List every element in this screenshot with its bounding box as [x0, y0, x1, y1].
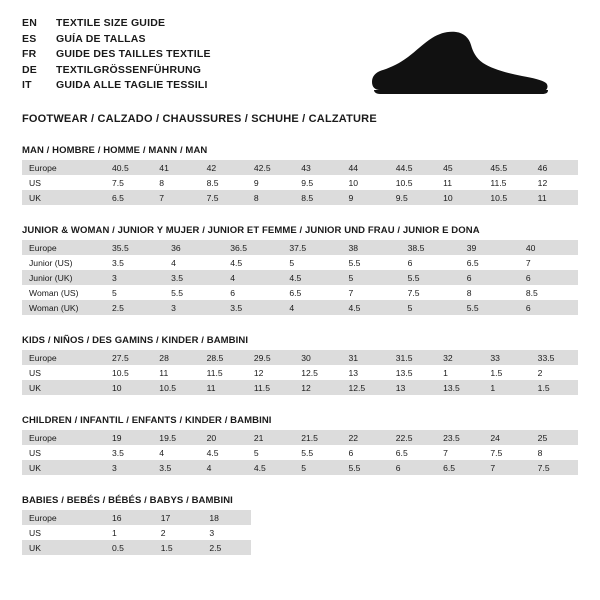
cell: 1.5: [154, 540, 203, 555]
section-title: BABIES / BEBÉS / BÉBÉS / BABYS / BAMBINI: [22, 495, 233, 506]
cell: 7.5: [483, 445, 530, 460]
table-row: [22, 380, 578, 395]
cell: 6.5: [105, 190, 152, 205]
cell: 4: [200, 460, 247, 475]
language-title: GUIDA ALLE TAGLIE TESSILI: [56, 79, 208, 91]
cell: 10: [341, 175, 388, 190]
table-row: [22, 255, 578, 270]
cell: 13: [389, 380, 436, 395]
cell: 8: [152, 175, 199, 190]
section-children: [22, 415, 578, 475]
cell: 12: [247, 365, 294, 380]
section-babies: [22, 495, 578, 555]
cell: 18: [202, 510, 251, 525]
cell: 5: [247, 445, 294, 460]
language-title: GUIDE DES TAILLES TEXTILE: [56, 48, 211, 60]
language-code: DE: [22, 63, 37, 76]
table-row: [22, 350, 578, 365]
cell: 45.5: [483, 160, 530, 175]
cell: 2.5: [202, 540, 251, 555]
cell: 21.5: [294, 430, 341, 445]
cell: 8: [531, 445, 578, 460]
size-table-kids: [22, 350, 578, 395]
cell: 10.5: [483, 190, 530, 205]
section-kids: [22, 335, 578, 395]
table-row: [22, 160, 578, 175]
size-table-man: [22, 160, 578, 205]
cell: 29.5: [247, 350, 294, 365]
row-label: US: [22, 175, 105, 190]
language-row: [22, 47, 211, 63]
cell: 3.5: [164, 270, 223, 285]
language-title: TEXTILE SIZE GUIDE: [56, 17, 166, 29]
cell: 9: [341, 190, 388, 205]
cell: 28: [152, 350, 199, 365]
cell: 4.5: [223, 255, 282, 270]
cell: 42: [200, 160, 247, 175]
cell: 27.5: [105, 350, 152, 365]
section-man: [22, 145, 578, 205]
cell: 6: [519, 300, 578, 315]
cell: 3: [202, 525, 251, 540]
row-label: Woman (US): [22, 285, 105, 300]
cell: 4: [223, 270, 282, 285]
cell: 7.5: [105, 175, 152, 190]
table-row: [22, 190, 578, 205]
language-row: [22, 32, 211, 48]
cell: 21: [247, 430, 294, 445]
cell: 4: [282, 300, 341, 315]
cell: 16: [105, 510, 154, 525]
section-title: JUNIOR & WOMAN / JUNIOR Y MUJER / JUNIOR ET FEMME / JUNIOR UND FRAU / JUNIOR E DONA: [22, 225, 480, 236]
cell: 35.5: [105, 240, 164, 255]
cell: 7: [342, 285, 401, 300]
cell: 11.5: [483, 175, 530, 190]
size-table-babies: [22, 510, 251, 555]
row-label: Europe: [22, 350, 105, 365]
cell: 40.5: [105, 160, 152, 175]
row-label: Europe: [22, 160, 105, 175]
cell: 10.5: [152, 380, 199, 395]
row-label: Junior (UK): [22, 270, 105, 285]
cell: 11.5: [200, 365, 247, 380]
cell: 2: [154, 525, 203, 540]
cell: 36: [164, 240, 223, 255]
language-code: IT: [22, 79, 32, 91]
size-table-junior-woman: [22, 240, 578, 315]
cell: 46: [531, 160, 578, 175]
cell: 22.5: [389, 430, 436, 445]
cell: 43: [294, 160, 341, 175]
cell: 19: [105, 430, 152, 445]
section-title: MAN / HOMBRE / HOMME / MANN / MAN: [22, 145, 208, 156]
cell: 42.5: [247, 160, 294, 175]
section-title: CHILDREN / INFANTIL / ENFANTS / KINDER / BAMBINI: [22, 415, 272, 426]
cell: 10: [105, 380, 152, 395]
cell: 1: [483, 380, 530, 395]
language-row: [22, 78, 211, 94]
cell: 7.5: [401, 285, 460, 300]
row-label: US: [22, 525, 105, 540]
cell: 12: [294, 380, 341, 395]
cell: 3.5: [223, 300, 282, 315]
cell: 17: [154, 510, 203, 525]
cell: 25: [531, 430, 578, 445]
row-label: Europe: [22, 510, 105, 525]
cell: 13: [341, 365, 388, 380]
cell: 8: [247, 190, 294, 205]
cell: 8.5: [519, 285, 578, 300]
cell: 6.5: [282, 285, 341, 300]
cell: 9.5: [294, 175, 341, 190]
cell: 44: [341, 160, 388, 175]
language-row: [22, 63, 211, 79]
cell: 9: [247, 175, 294, 190]
cell: 8.5: [200, 175, 247, 190]
row-label: US: [22, 365, 105, 380]
cell: 8.5: [294, 190, 341, 205]
cell: 11: [200, 380, 247, 395]
cell: 6.5: [436, 460, 483, 475]
cell: 2.5: [105, 300, 164, 315]
cell: 22: [341, 430, 388, 445]
language-code: EN: [22, 17, 37, 29]
cell: 5: [401, 300, 460, 315]
cell: 5.5: [342, 255, 401, 270]
cell: 38.5: [401, 240, 460, 255]
cell: 7: [519, 255, 578, 270]
cell: 10.5: [105, 365, 152, 380]
cell: 1: [436, 365, 483, 380]
language-title: TEXTILGRÖSSENFÜHRUNG: [56, 63, 202, 76]
cell: 11: [531, 190, 578, 205]
row-label: UK: [22, 190, 105, 205]
language-row: [22, 16, 211, 32]
cell: 4: [152, 445, 199, 460]
cell: 4.5: [247, 460, 294, 475]
cell: 2: [531, 365, 578, 380]
cell: 5: [294, 460, 341, 475]
cell: 5.5: [164, 285, 223, 300]
cell: 36.5: [223, 240, 282, 255]
cell: 12.5: [341, 380, 388, 395]
section-title: KIDS / NIÑOS / DES GAMINS / KINDER / BAMBINI: [22, 335, 249, 346]
cell: 45: [436, 160, 483, 175]
cell: 11: [152, 365, 199, 380]
table-row: [22, 365, 578, 380]
cell: 6: [519, 270, 578, 285]
cell: 31: [341, 350, 388, 365]
cell: 23.5: [436, 430, 483, 445]
cell: 37.5: [282, 240, 341, 255]
row-label: UK: [22, 540, 105, 555]
cell: 40: [519, 240, 578, 255]
section-junior-woman: [22, 225, 578, 315]
cell: 6: [341, 445, 388, 460]
row-label: Junior (US): [22, 255, 105, 270]
cell: 3: [164, 300, 223, 315]
cell: 7.5: [200, 190, 247, 205]
language-code: ES: [22, 32, 37, 45]
cell: 6: [389, 460, 436, 475]
cell: 24: [483, 430, 530, 445]
row-label: UK: [22, 460, 105, 475]
cell: 7: [436, 445, 483, 460]
cell: 10.5: [389, 175, 436, 190]
cell: 6.5: [389, 445, 436, 460]
row-label: Europe: [22, 240, 105, 255]
cell: 19.5: [152, 430, 199, 445]
cell: 5.5: [460, 300, 519, 315]
cell: 7: [152, 190, 199, 205]
row-label: Woman (UK): [22, 300, 105, 315]
table-row: [22, 445, 578, 460]
cell: 3.5: [152, 460, 199, 475]
cell: 8: [460, 285, 519, 300]
cell: 6: [460, 270, 519, 285]
cell: 30: [294, 350, 341, 365]
table-row: [22, 300, 578, 315]
cell: 44.5: [389, 160, 436, 175]
size-table-children: [22, 430, 578, 475]
cell: 11.5: [247, 380, 294, 395]
cell: 3: [105, 270, 164, 285]
table-row: [22, 430, 578, 445]
cell: 33: [483, 350, 530, 365]
cell: 4.5: [200, 445, 247, 460]
language-title: GUÍA DE TALLAS: [56, 32, 146, 45]
table-row: [22, 175, 578, 190]
page-title: FOOTWEAR / CALZADO / CHAUSSURES / SCHUHE / CALZATURE: [22, 113, 377, 125]
document-header: [22, 16, 578, 96]
cell: 39: [460, 240, 519, 255]
table-row: [22, 285, 578, 300]
table-row: [22, 525, 251, 540]
cell: 1.5: [483, 365, 530, 380]
cell: 9.5: [389, 190, 436, 205]
cell: 13.5: [389, 365, 436, 380]
cell: 7.5: [531, 460, 578, 475]
cell: 5: [282, 255, 341, 270]
cell: 5: [105, 285, 164, 300]
cell: 38: [342, 240, 401, 255]
cell: 4.5: [342, 300, 401, 315]
cell: 5.5: [294, 445, 341, 460]
row-label: UK: [22, 380, 105, 395]
cell: 1.5: [531, 380, 578, 395]
cell: 1: [105, 525, 154, 540]
language-code: FR: [22, 48, 37, 60]
cell: 5.5: [341, 460, 388, 475]
cell: 32: [436, 350, 483, 365]
cell: 3: [105, 460, 152, 475]
cell: 7: [483, 460, 530, 475]
cell: 6.5: [460, 255, 519, 270]
table-row: [22, 460, 578, 475]
cell: 5: [342, 270, 401, 285]
row-label: Europe: [22, 430, 105, 445]
cell: 0.5: [105, 540, 154, 555]
cell: 12: [531, 175, 578, 190]
cell: 6: [401, 255, 460, 270]
dress-shoe-icon: [370, 30, 550, 96]
row-label: US: [22, 445, 105, 460]
table-row: [22, 270, 578, 285]
cell: 31.5: [389, 350, 436, 365]
table-row: [22, 510, 251, 525]
cell: 10: [436, 190, 483, 205]
cell: 4.5: [282, 270, 341, 285]
table-row: [22, 540, 251, 555]
cell: 20: [200, 430, 247, 445]
cell: 12.5: [294, 365, 341, 380]
cell: 33.5: [531, 350, 578, 365]
table-row: [22, 240, 578, 255]
cell: 3.5: [105, 445, 152, 460]
cell: 4: [164, 255, 223, 270]
language-title-list: [22, 16, 211, 94]
cell: 3.5: [105, 255, 164, 270]
cell: 41: [152, 160, 199, 175]
cell: 5.5: [401, 270, 460, 285]
cell: 11: [436, 175, 483, 190]
cell: 13.5: [436, 380, 483, 395]
cell: 6: [223, 285, 282, 300]
cell: 28.5: [200, 350, 247, 365]
